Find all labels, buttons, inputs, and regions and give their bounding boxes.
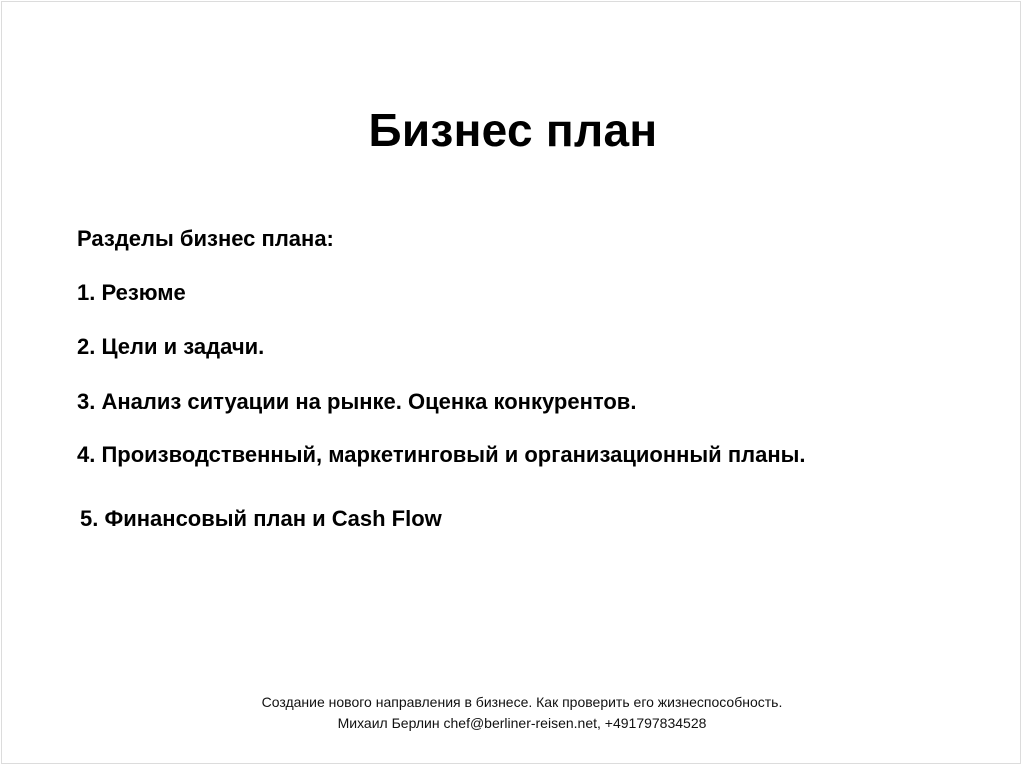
section-item-financial-plan: 5. Финансовый план и Cash Flow — [80, 506, 442, 531]
sections-heading: Разделы бизнес плана: — [77, 226, 334, 251]
section-item-goals: 2. Цели и задачи. — [77, 334, 265, 359]
slide-footer — [2, 692, 1024, 734]
footer-author-contact: Михаил Берлин chef@berliner-reisen.net, +491797834528 — [337, 715, 707, 731]
slide-title: Бизнес план — [368, 104, 658, 156]
slide — [1, 1, 1021, 764]
footer-subtitle: Создание нового направления в бизнесе. Как проверить его жизнеспособность. — [261, 694, 783, 710]
section-item-plans: 4. Производственный, маркетинговый и организационный планы. — [77, 442, 806, 467]
section-item-market-analysis: 3. Анализ ситуации на рынке. Оценка конкурентов. — [77, 389, 637, 414]
section-item-summary: 1. Резюме — [77, 280, 186, 305]
